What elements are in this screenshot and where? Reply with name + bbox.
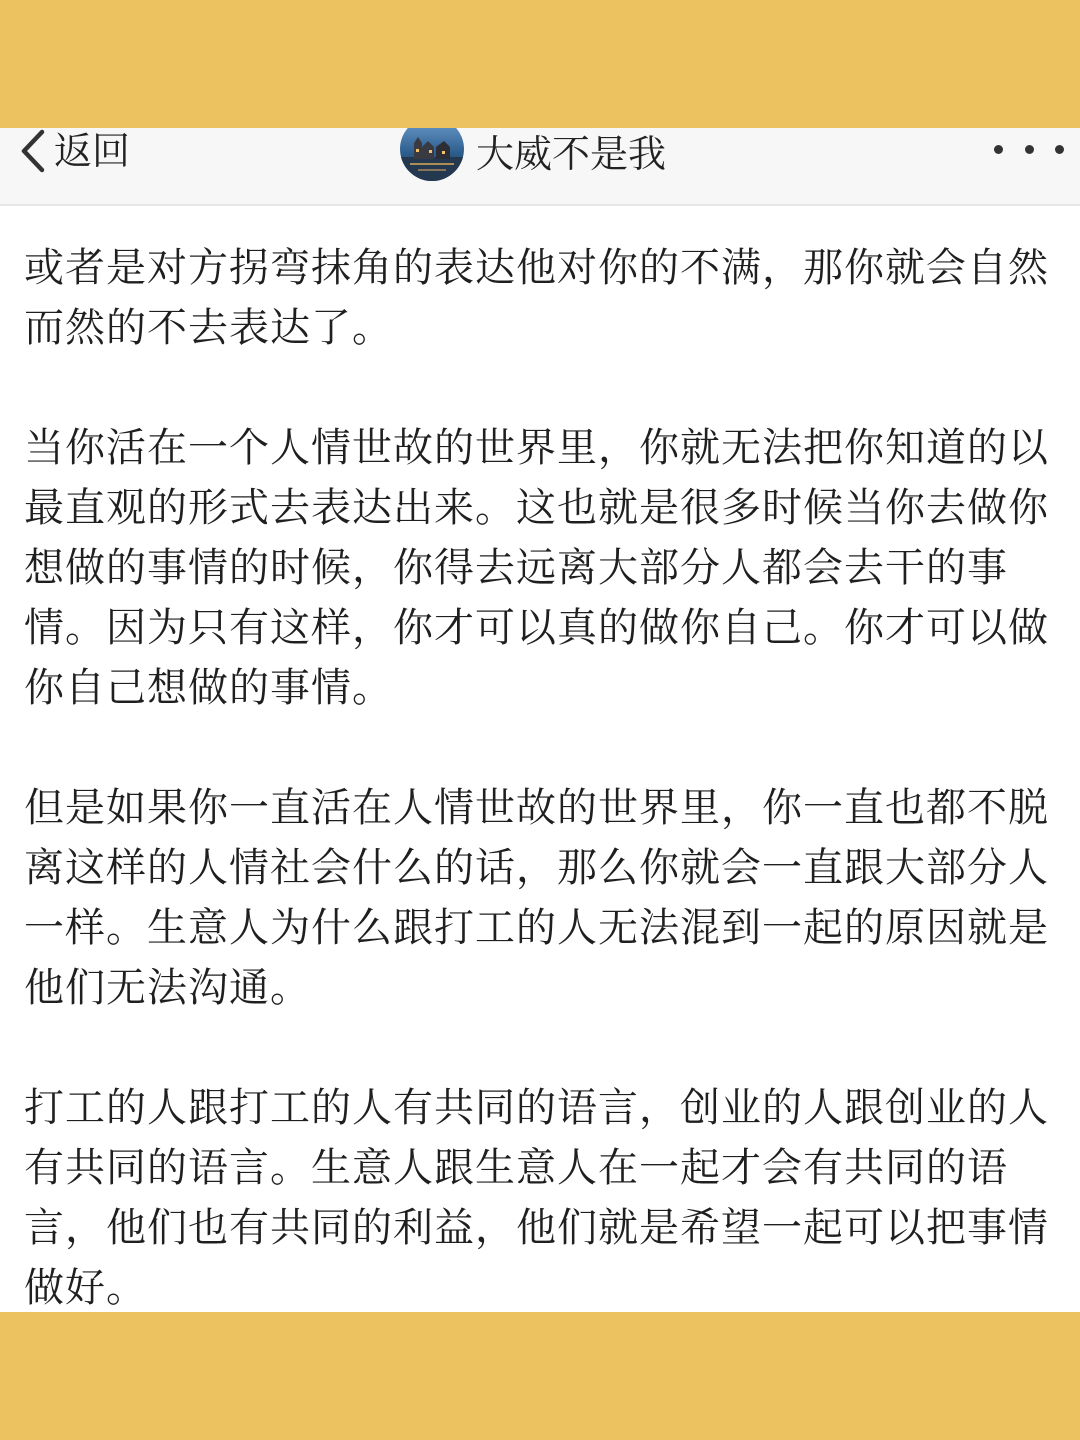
more-horizontal-icon	[994, 145, 1003, 154]
article-paragraph: 但是如果你一直活在人情世故的世界里，你一直也都不脱离这样的人情社会什么的话，那么你就会一直跟大部分人一样。生意人为什么跟打工的人无法混到一起的原因就是他们无法沟通。	[24, 785, 1049, 1011]
article-body	[0, 206, 1080, 1312]
article-paragraph: 当你活在一个人情世故的世界里，你就无法把你知道的以最直观的形式去表达出来。这也就是很多时候当你去做你想做的事情的时候，你得去远离大部分人都会去干的事情。因为只有这样，你才可以真的做你自己。你才可以做你自己想做的事情。	[24, 425, 1049, 711]
avatar[interactable]	[400, 128, 464, 181]
back-button[interactable]	[12, 128, 130, 174]
back-label: 返回	[54, 129, 131, 173]
top-decorative-band	[0, 0, 1080, 128]
more-horizontal-icon-dot	[1025, 145, 1034, 154]
phone-screen	[0, 128, 1080, 1312]
more-horizontal-icon-dot	[1055, 145, 1064, 154]
navigation-bar	[0, 128, 1080, 206]
chevron-left-icon	[12, 128, 54, 174]
profile-name: 大威不是我	[476, 132, 667, 176]
article-paragraph: 打工的人跟打工的人有共同的语言，创业的人跟创业的人有共同的语言。生意人跟生意人在一起才会有共同的语言，他们也有共同的利益，他们就是希望一起可以把事情做好。	[24, 1085, 1049, 1311]
bottom-decorative-band	[0, 1312, 1080, 1440]
article-paragraph: 或者是对方拐弯抹角的表达他对你的不满，那你就会自然而然的不去表达了。	[24, 245, 1049, 351]
more-button[interactable]	[994, 134, 1064, 164]
profile-header[interactable]	[400, 128, 666, 180]
